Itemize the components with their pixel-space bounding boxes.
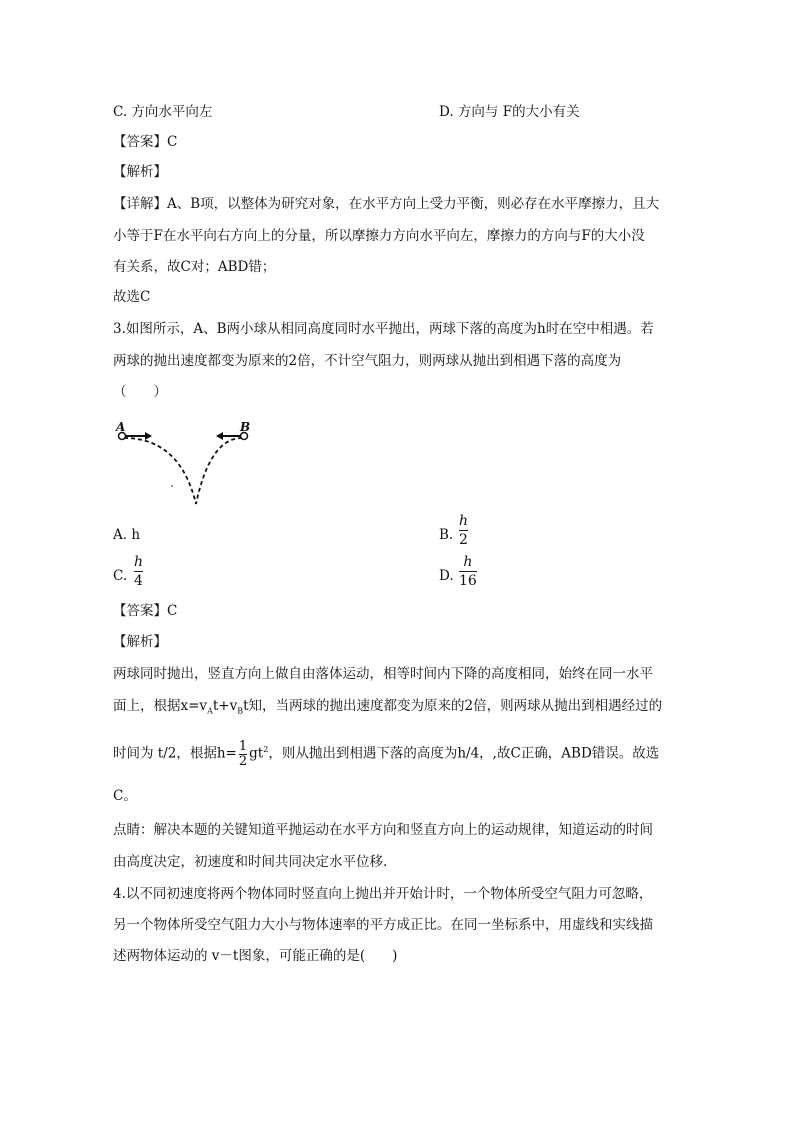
q3-answer: 【答案】C [113, 603, 178, 619]
analysis-text: t+v [212, 698, 238, 714]
analysis-text: 面上，根据x=v [113, 698, 208, 714]
q3-option-a: A. h [113, 527, 141, 543]
q2-answer: 【答案】C [113, 134, 178, 150]
q3-analysis-heading: 【解析】 [113, 634, 167, 650]
q2-detail-line: 【详解】A、B项，以整体为研究对象，在水平方向上受力平衡，则必存在水平摩擦力，且大 [113, 196, 660, 212]
q4-stem-line: 4.以不同初速度将两个物体同时竖直向上抛出并开始计时，一个物体所受空气阻力可忽略， [113, 886, 653, 902]
fraction-numerator: h [459, 513, 469, 529]
label-b: B [240, 420, 251, 434]
subscript: A [207, 706, 213, 716]
analysis-text: gt [249, 745, 264, 762]
analysis-text: t知，当两球的抛出速度都变为原来的2倍，则两球从抛出到相遇经过的 [243, 698, 663, 714]
q3-stem-line: 两球的抛出速度都变为原来的2倍，不计空气阻力，则两球从抛出到相遇下落的高度为 [113, 353, 622, 369]
q3-option-d-fraction [459, 553, 477, 590]
fraction-numerator: h [463, 554, 473, 570]
q3-blank: （ ） [113, 384, 167, 400]
fraction-denominator: 2 [459, 532, 468, 548]
inline-fraction [239, 740, 247, 769]
q2-detail-line: 有关系，故C对；ABD错； [113, 259, 276, 275]
analysis-text: ，则从抛出到相遇下落的高度为h/4，,故C正确，ABD错误。故选 [268, 745, 660, 762]
trajectory-a [124, 438, 196, 504]
q3-analysis-line [113, 738, 659, 769]
trajectory-b [196, 438, 242, 504]
q3-option-c-letter: C. [113, 568, 128, 584]
q4-stem-line: 述两物体运动的 v－t图象，可能正确的是( ) [113, 948, 398, 964]
q4-stem-line: 另一个物体所受空气阻力大小与物体速率的平方成正比。在同一坐标系中，用虚线和实线描 [113, 917, 653, 933]
q2-conclusion: 故选C [113, 289, 151, 305]
arrowhead-a [145, 432, 152, 440]
fraction-numerator: h [134, 554, 144, 570]
q2-analysis-heading: 【解析】 [113, 164, 167, 180]
q3-analysis-line: C。 [113, 788, 137, 804]
fraction-denominator: 4 [134, 573, 143, 589]
subscript: B [237, 706, 244, 716]
fraction-denominator: 16 [459, 573, 477, 589]
q3-option-b-letter: B. [439, 527, 454, 543]
q3-tip-line: 点睛：解决本题的关键知道平抛运动在水平方向和竖直方向上的运动规律，知道运动的时间 [113, 822, 653, 838]
stray-dot [171, 485, 173, 487]
arrowhead-b [216, 432, 223, 440]
fraction-denominator: 2 [238, 753, 248, 769]
q3-stem-line: 3.如图所示，A、B两小球从相同高度同时水平抛出，两球下落的高度为h时在空中相遇。若 [113, 321, 654, 337]
projectile-figure [110, 416, 260, 511]
q3-analysis-line [113, 696, 662, 722]
q2-option-c: C. 方向水平向左 [113, 104, 213, 120]
q3-option-b-fraction [459, 512, 468, 549]
q3-tip-line: 由高度决定，初速度和时间共同决定水平位移. [113, 854, 388, 870]
q3-option-d-letter: D. [439, 568, 454, 584]
fraction-numerator: 1 [238, 738, 248, 754]
label-a: A [116, 420, 126, 434]
q2-detail-line: 小等于F在水平向右方向上的分量，所以摩擦力方向水平向左，摩擦力的方向与F的大小没 [113, 228, 645, 244]
q3-option-c-fraction [134, 553, 143, 590]
analysis-text: 时间为 t/2，根据h= [113, 745, 237, 762]
q3-analysis-line: 两球同时抛出，竖直方向上做自由落体运动，相等时间内下降的高度相同，始终在同一水平 [113, 666, 653, 682]
superscript: 2 [263, 745, 269, 754]
q2-option-d: D. 方向与 F的大小有关 [439, 104, 580, 120]
